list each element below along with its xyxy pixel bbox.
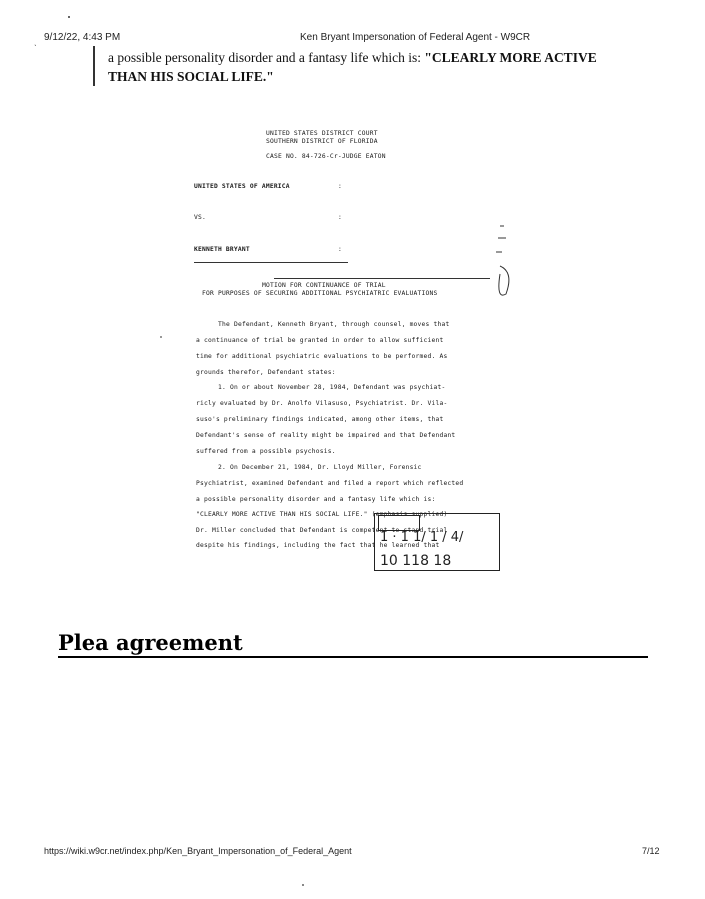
motion-body-line: Defendant's sense of reality might be impaired and that Defendant bbox=[196, 432, 456, 439]
scan-speck bbox=[160, 336, 162, 338]
caption-plaintiff: UNITED STATES OF AMERICA bbox=[194, 183, 290, 190]
motion-body-line: 2. On December 21, 1984, Dr. Lloyd Miller, Forensic bbox=[218, 464, 422, 471]
blockquote-bar bbox=[93, 46, 95, 86]
print-datetime: 9/12/22, 4:43 PM bbox=[44, 32, 121, 43]
motion-body-line: time for additional psychiatric evaluations to be performed. As bbox=[196, 353, 448, 360]
scanned-court-document bbox=[180, 128, 520, 578]
motion-body-line: "CLEARLY MORE ACTIVE THAN HIS SOCIAL LIFE." (emphasis supplied) bbox=[196, 511, 448, 518]
margin-mark: ˎ bbox=[34, 36, 37, 46]
page-number: 7/12 bbox=[642, 846, 660, 856]
motion-body-line: Psychiatrist, examined Defendant and filed a report which reflected bbox=[196, 480, 464, 487]
filing-stamp-box bbox=[378, 515, 420, 531]
section-heading: Plea agreement bbox=[58, 630, 243, 655]
caption-rule bbox=[194, 262, 348, 263]
scan-speck bbox=[302, 884, 304, 886]
stamp-handwriting: 10 118 18 bbox=[380, 553, 452, 569]
motion-body-line: a possible personality disorder and a fantasy life which is: bbox=[196, 496, 436, 503]
caption-vs: VS. bbox=[194, 214, 206, 221]
section-divider bbox=[58, 656, 648, 658]
caption-defendant: KENNETH BRYANT bbox=[194, 246, 250, 253]
caption-colon: : bbox=[338, 214, 342, 221]
title-rule bbox=[274, 278, 490, 279]
motion-body-line: Dr. Miller concluded that Defendant is competent to stand trial bbox=[196, 527, 448, 534]
motion-title-line: FOR PURPOSES OF SECURING ADDITIONAL PSYCHIATRIC EVALUATIONS bbox=[202, 290, 438, 297]
motion-body-line: suffered from a possible psychosis. bbox=[196, 448, 336, 455]
print-page-title: Ken Bryant Impersonation of Federal Agent - W9CR bbox=[300, 32, 531, 43]
quote-emphasis: "CLEARLY MORE ACTIVE THAN HIS SOCIAL LIFE." bbox=[108, 50, 597, 84]
quote-text: a possible personality disorder and a fantasy life which is: bbox=[108, 50, 425, 65]
motion-body-line: despite his findings, including the fact that he learned that bbox=[196, 542, 440, 549]
blockquote bbox=[108, 48, 638, 86]
court-district: SOUTHERN DISTRICT OF FLORIDA bbox=[266, 138, 378, 145]
page-url: https://wiki.w9cr.net/index.php/Ken_Bryant_Impersonation_of_Federal_Agent bbox=[44, 846, 352, 856]
motion-body-line: suso's preliminary findings indicated, among other items, that bbox=[196, 416, 444, 423]
motion-body-line: ricly evaluated by Dr. Anolfo Vilasuso, Psychiatrist. Dr. Vila- bbox=[196, 400, 448, 407]
motion-title-line: MOTION FOR CONTINUANCE OF TRIAL bbox=[262, 282, 386, 289]
motion-body-line: The Defendant, Kenneth Bryant, through counsel, moves that bbox=[218, 321, 450, 328]
motion-body-line: 1. On or about November 28, 1984, Defendant was psychiat- bbox=[218, 384, 446, 391]
caption-colon: : bbox=[338, 246, 342, 253]
motion-body-line: a continuance of trial be granted in order to allow sufficient bbox=[196, 337, 444, 344]
stamp-handwriting: 1 · 1 1/ 1 / 4/ bbox=[380, 530, 464, 545]
handwritten-margin-marks bbox=[480, 218, 520, 298]
court-name: UNITED STATES DISTRICT COURT bbox=[266, 130, 378, 137]
case-number: CASE NO. 84-726-Cr-JUDGE EATON bbox=[266, 153, 386, 160]
scan-speck bbox=[68, 16, 70, 18]
caption-colon: : bbox=[338, 183, 342, 190]
motion-body-line: grounds therefor, Defendant states: bbox=[196, 369, 336, 376]
